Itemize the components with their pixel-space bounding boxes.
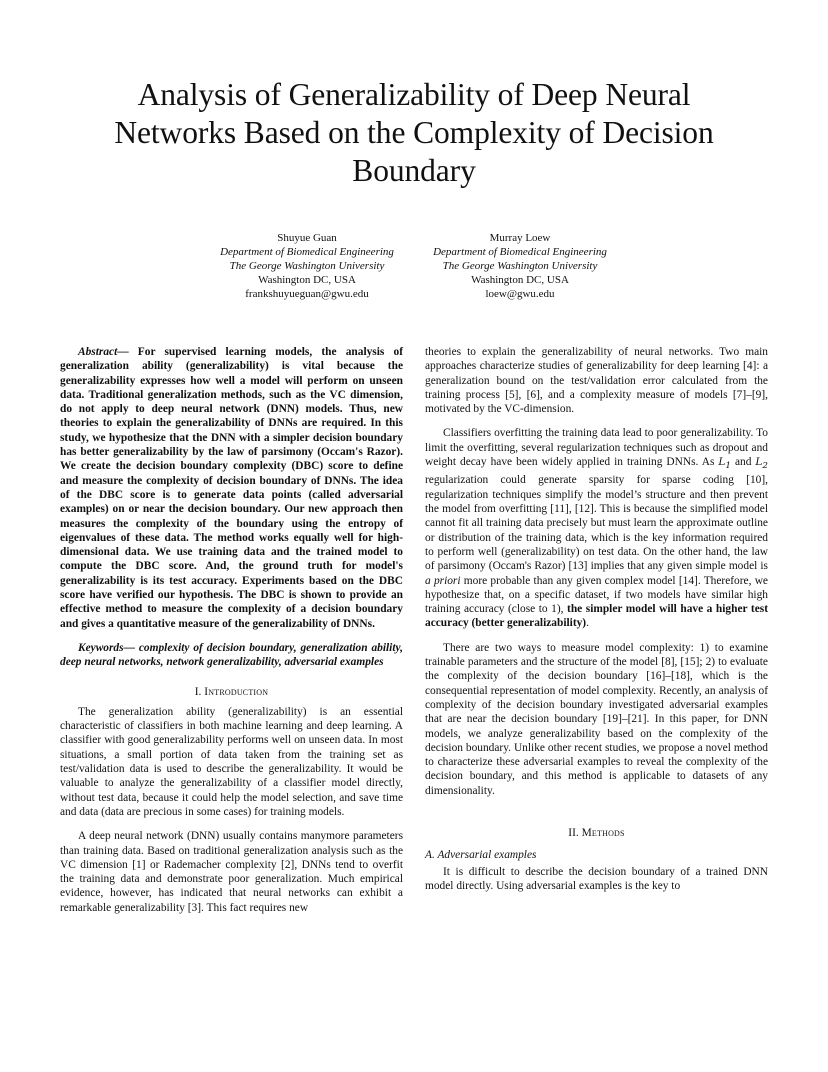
- paragraph: A deep neural network (DNN) usually contains manymore parameters than training data. Based on traditional generalization analysis such as the VC dimension [1] or Rademacher complexity [2], DNNs tend to overfit the training data and demonstrate poor generalization. Much empirical evidence, however, has indicated that neural networks can exhibit a remarkable generalizability [3]. This fact requires new: [60, 830, 403, 914]
- author-name: Shuyue Guan: [277, 232, 337, 244]
- title-line: Analysis of Generalizability of Deep Neural: [137, 77, 691, 112]
- paragraph: The generalization ability (generalizability) is an essential characteristic of classifiers in both machine learning and deep learning. A classifier with good generalizability performs well on unseen data. In most situations, a small portion of data taken from the training set as test/validation data is used to describe the generalizability. It would be valuable to analyze the generalizability of a classifier model directly, without test data, because it could help the model selection, and save time and data (data are precious in some cases) for training models.: [60, 705, 403, 818]
- title-line: Networks Based on the Complexity of Decision: [114, 115, 714, 150]
- author-university: The George Washington University: [229, 260, 385, 272]
- right-column: [425, 345, 768, 893]
- author-department: Department of Biomedical Engineering: [220, 246, 394, 258]
- abstract: [60, 345, 403, 631]
- author-email: loew@gwu.edu: [485, 288, 555, 300]
- author-block-2: [415, 231, 625, 301]
- math-l1: 𝐿$_1$: [718, 456, 731, 472]
- author-block-1: [202, 231, 412, 301]
- author-email: frankshuyueguan@gwu.edu: [245, 288, 369, 300]
- paragraph: Classifiers overfitting the training data lead to poor generalizability. To limit the overfitting, several regularization techniques such as dropout and weight decay have been widely applied in training DNNs. As 𝐿$_1$ and 𝐿$_2$ regularization could generate sparsity for sparse coding [10], regularization techniques simplify the model’s structure and then prevent the model from overfitting [11], [12]. This is because the simplified model cannot fit all training data precisely but must learn the approximate outline or distribution of the training data, which is the key information required to perform well (generalizability) on test data. On the other hand, the law of parsimony (Occam's Razor) [13] implies that any given simple model is a priori more probable than any given complex model [14]. Therefore, we hypothesize that, on a specific dataset, if two models have similar high training accuracy (close to 1), the simpler model will have a higher test accuracy (better generalizability).: [425, 427, 768, 630]
- section-heading-introduction: I. Introduction: [194, 685, 269, 698]
- hypothesis-bold: the simpler model will have a higher test accuracy (better generalizability): [425, 603, 768, 630]
- paragraph: It is difficult to describe the decision boundary of a trained DNN model directly. Using adversarial examples is the key to: [425, 865, 768, 892]
- subsection-heading: A. Adversarial examples: [425, 849, 537, 862]
- author-department: Department of Biomedical Engineering: [433, 246, 607, 258]
- a-priori: a priori: [425, 574, 461, 587]
- title-line: Boundary: [352, 153, 476, 188]
- paragraph: theories to explain the generalizability of neural networks. Two main approaches characterize studies of generalizability for deep learning [4]: a generalization bound on the test/validation error calculated from the training process [5], [6], and a complexity measure of models [7]–[9], motivated by the VC-dimension.: [425, 346, 768, 416]
- paper-title: [60, 76, 768, 190]
- abstract-text: — For supervised learning models, the analysis of generalization ability (generalizability) is vital because the generalizability expresses how well a model will perform on unseen data. Traditional generalization methods, such as the VC dimension, do not apply to deep neural network (DNN) models. Thus, new theories to explain the generalizability of DNNs are required. In this study, we hypothesize that the DNN with a simpler decision boundary has better generalizability by the law of parsimony (Occam's Razor). We create the decision boundary complexity (DBC) score to define and measure the complexity of decision boundary of DNNs. The idea of the DBC score is to generate data points (called adversarial examples) on or near the decision boundary. Our new approach then measures the complexity of the boundary using the entropy of eigenvalues of these data. The method works equally well for high-dimensional data. We use training data and the trained model to compute the DBC score. And, the ground truth for model's generalizability is its test accuracy. Experiments based on the DBC score have verified our hypothesis. The DBC is shown to provide an effective method to measure the complexity of a decision boundary and gives a quantitative measure of the generalizability of DNNs.: [60, 346, 403, 630]
- math-l2: 𝐿$_2$: [755, 456, 768, 472]
- abstract-label: Abstract: [78, 346, 118, 358]
- author-university: The George Washington University: [442, 260, 598, 272]
- keywords: Keywords— complexity of decision boundary, generalization ability, deep neural networks, network generalizability, adversarial examples: [60, 641, 403, 669]
- section-heading-methods: II. Methods: [568, 827, 625, 839]
- left-column: [60, 345, 403, 915]
- author-location: Washington DC, USA: [471, 274, 569, 286]
- author-name: Murray Loew: [489, 232, 551, 244]
- paragraph: There are two ways to measure model complexity: 1) to examine trainable parameters and the structure of the model [8], [15]; 2) to evaluate the complexity of the decision boundary [16]–[18], which is the consequential representation of model complexity. Recently, an analysis of complexity of the decision boundary investigated adversarial examples that are near the decision boundary [19]–[21]. In this paper, for DNN models, we analyze generalizability based on the complexity of the decision boundary. Unlike other recent studies, we propose a novel method to characterize these adversarial examples to reveal the complexity of the decision boundary, and this method is applicable to datasets of any dimensionality.: [425, 641, 768, 797]
- author-location: Washington DC, USA: [258, 274, 356, 286]
